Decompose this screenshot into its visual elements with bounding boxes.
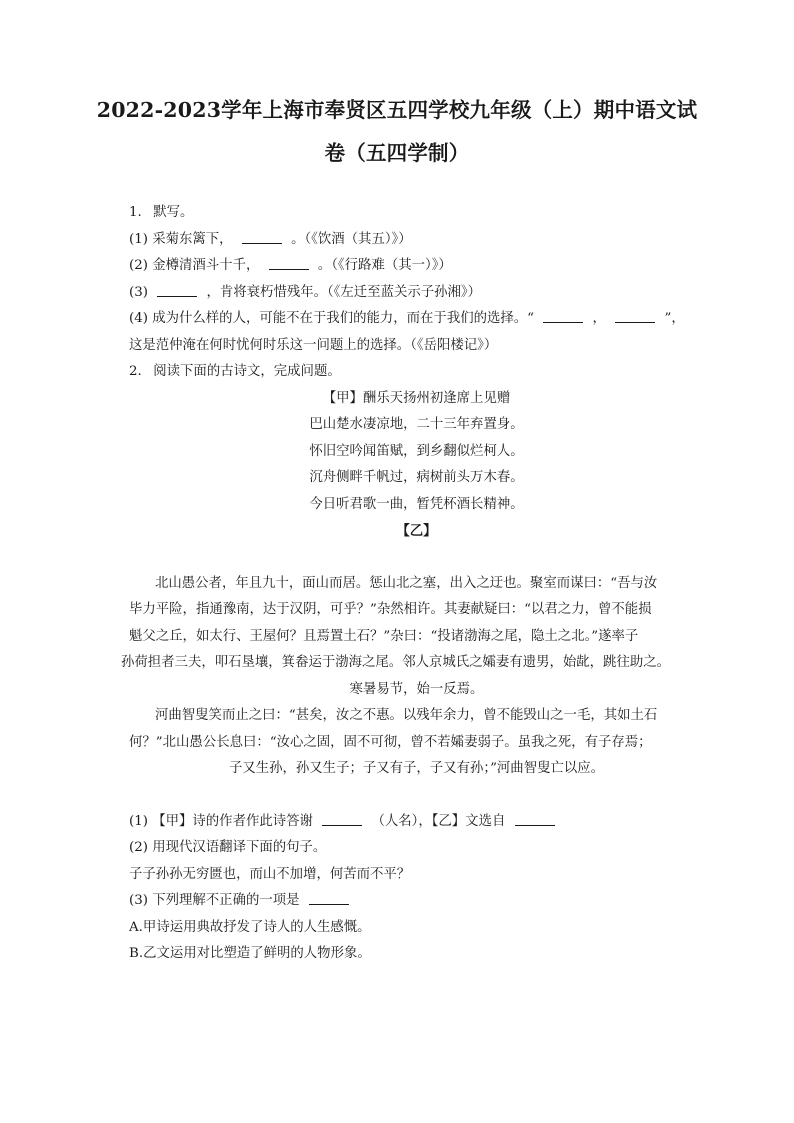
sub-question-2: (2) 用现代汉语翻译下面的句子。 [129, 840, 327, 855]
prose-line: 孙荷担者三夫，叩石垦壤，箕畚运于渤海之尾。邻人京城氏之孀妻有遗男，始龀，跳往助之。 [121, 655, 671, 670]
prose-line: 北山愚公者，年且九十，面山而居。惩山北之塞，出入之迂也。聚室而谋曰：“吾与汝 [155, 575, 658, 591]
question-1-item-1 [129, 227, 704, 254]
item-text: ，肯将衰朽惜残年。（《左迁至蓝关示子孙湘》） [206, 284, 481, 300]
item-text: (4) 成为什么样的人，可能不在于我们的能力，而在于我们的选择。“ [129, 311, 535, 326]
exam-title-line-1: 2022-2023学年上海市奉贤区五四学校九年级（上）期中语文试 [96, 98, 698, 122]
answer-blank[interactable] [322, 810, 362, 826]
question-heading: 阅读下面的古诗文，完成问题。 [153, 364, 341, 379]
poem-line: 今日听君歌一曲，暂凭杯酒长精神。 [309, 496, 524, 512]
item-text: （人名），【乙】文选自 [371, 813, 506, 829]
item-text: (1) 【甲】诗的作者作此诗答谢 [129, 813, 313, 829]
prose-line: 毕力平险，指通豫南，达于汉阴，可乎？”杂然相许。其妻献疑曰：“以君之力，曾不能损 [129, 602, 652, 617]
answer-blank[interactable] [269, 254, 309, 270]
item-text: (2) 金樽清酒斗十千， [129, 258, 260, 273]
prose-title: 【乙】 [396, 523, 437, 539]
item-text: 。（《行路难（其一）》） [317, 258, 452, 273]
item-text: ， [592, 311, 606, 326]
prose-line: 寒暑易节，始一反焉。 [349, 681, 484, 697]
spacer [129, 783, 704, 809]
prose-line: 何？”北山愚公长息曰：“汝心之固，固不可彻，曾不若孀妻弱子。虽我之死，有子存焉； [129, 734, 652, 750]
answer-blank[interactable] [515, 810, 555, 826]
item-text: ”， [664, 311, 685, 326]
answer-blank[interactable] [157, 281, 197, 297]
item-text: (1) 采菊东篱下， [129, 231, 233, 247]
item-text: (3) 下列理解不正确的一项是 [129, 893, 300, 908]
answer-blank[interactable] [309, 889, 349, 905]
question-1-heading [129, 200, 704, 227]
poem-title: 【甲】酬乐天扬州初逢席上见赠 [322, 390, 511, 406]
question-number: 1. [129, 205, 142, 220]
question-1-item-4 [129, 306, 704, 333]
sub-question-3 [129, 888, 704, 915]
sub-question-1 [129, 809, 704, 836]
sub-question-2-sentence: 子子孙孙无穷匮也，而山不加增，何苦而不平？ [129, 866, 411, 882]
poem-line: 巴山楚水凄凉地，二十三年弃置身。 [309, 417, 524, 432]
exam-content [121, 200, 704, 968]
exam-title-line-2: 卷（五四学制） [324, 141, 470, 165]
option-a: A.甲诗运用典故抒发了诗人的人生感慨。 [129, 919, 371, 935]
question-heading: 默写。 [153, 205, 194, 220]
question-1-item-4-continued: 这是范仲淹在何时忧何时乐这一问题上的选择。（《岳阳楼记》） [129, 337, 498, 353]
question-1-item-2 [129, 253, 704, 280]
question-2-heading [129, 359, 704, 386]
poem-line: 怀旧空吟闻笛赋，到乡翻似烂柯人。 [309, 443, 524, 459]
prose-line: 河曲智叟笑而止之曰：“甚矣，汝之不惠。以残年余力，曾不能毁山之一毛，其如土石 [155, 708, 658, 723]
answer-blank[interactable] [242, 228, 282, 244]
prose-line: 子又生孙，孙又生子；子又有子，子又有孙；”河曲智叟亡以应。 [228, 761, 605, 776]
answer-blank[interactable] [543, 307, 583, 323]
answer-blank[interactable] [615, 307, 655, 323]
item-text: (3) [129, 284, 148, 300]
question-number: 2. [129, 364, 142, 379]
poem-line: 沉舟侧畔千帆过，病树前头万木春。 [309, 470, 524, 485]
option-b: B.乙文运用对比塑造了鲜明的人物形象。 [129, 946, 371, 961]
prose-line: 魁父之丘，如太行、王屋何？且焉置土石？”杂曰：“投诸渤海之尾，隐土之北。”遂率子 [129, 628, 639, 644]
question-1-item-3 [129, 280, 704, 307]
item-text: 。（《饮酒（其五）》） [291, 231, 412, 247]
spacer [129, 545, 704, 571]
